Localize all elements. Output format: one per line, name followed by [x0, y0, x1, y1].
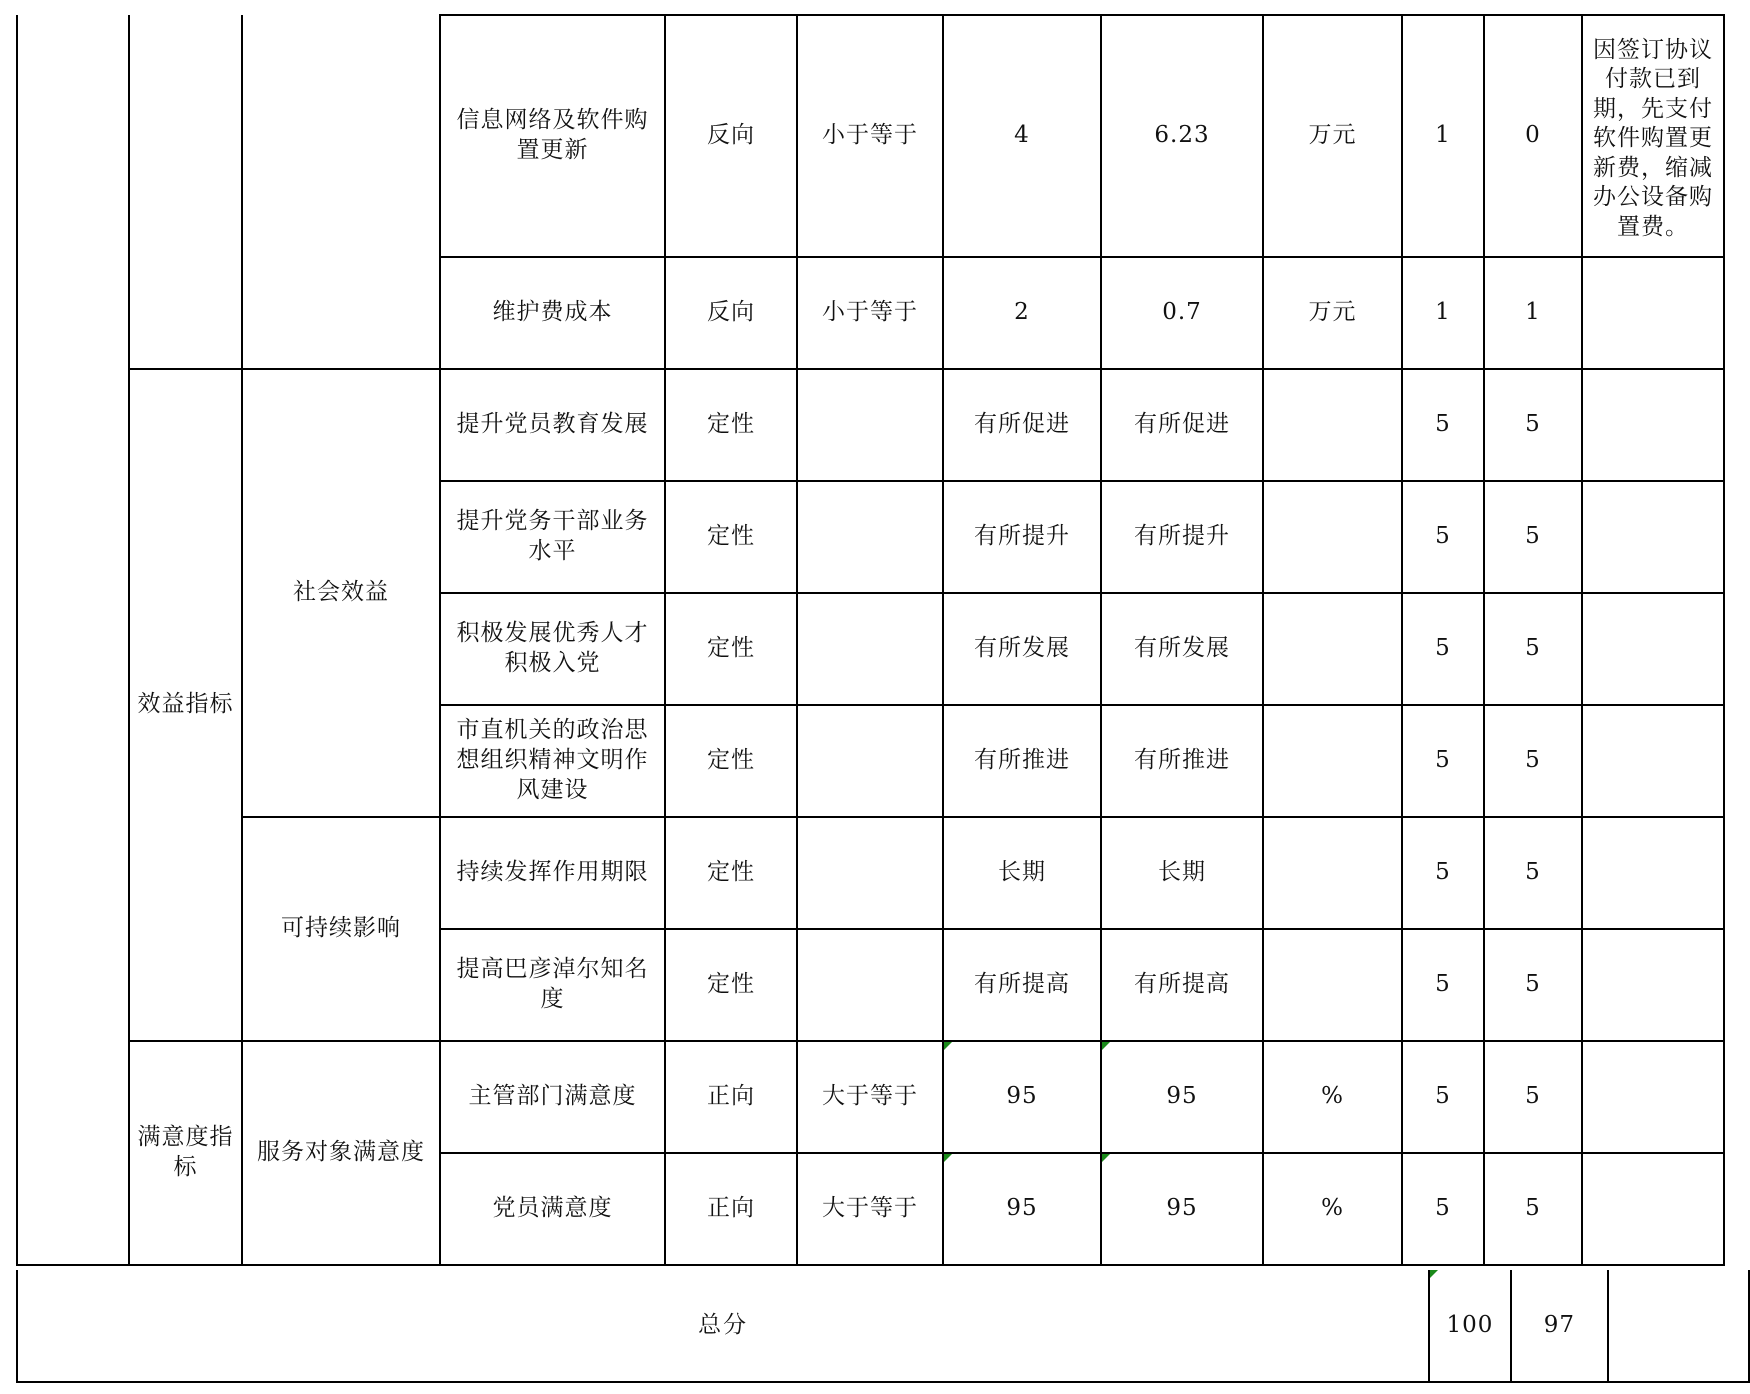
actual-cell: 有所促进: [1101, 369, 1263, 481]
unit-cell: [1263, 817, 1402, 929]
actual-cell: 有所推进: [1101, 705, 1263, 817]
target-cell: 有所发展: [943, 593, 1101, 705]
level0-cell: [17, 15, 129, 1265]
nature-cell: 定性: [665, 705, 797, 817]
note-cell: 因签订协议付款已到期，先支付软件购置更新费，缩减办公设备购置费。: [1582, 15, 1724, 257]
target-cell: 长期: [943, 817, 1101, 929]
compare-cell: [797, 593, 943, 705]
score-cell: 5: [1484, 369, 1582, 481]
indicator-cell: 提高巴彦淖尔知名度: [440, 929, 665, 1041]
weight-cell: 5: [1402, 705, 1484, 817]
weight-cell: 5: [1402, 369, 1484, 481]
unit-cell: [1263, 369, 1402, 481]
indicator-cell: 信息网络及软件购置更新: [440, 15, 665, 257]
compare-cell: 小于等于: [797, 257, 943, 369]
level2-sustainable: 可持续影响: [242, 817, 440, 1041]
weight-cell: 5: [1402, 929, 1484, 1041]
note-cell: [1582, 1041, 1724, 1153]
target-cell: 有所提高: [943, 929, 1101, 1041]
score-cell: 5: [1484, 929, 1582, 1041]
target-cell: 有所促进: [943, 369, 1101, 481]
nature-cell: 正向: [665, 1041, 797, 1153]
note-cell: [1582, 369, 1724, 481]
indicator-cell: 提升党员教育发展: [440, 369, 665, 481]
indicator-cell: 持续发挥作用期限: [440, 817, 665, 929]
table-row: [17, 369, 1724, 481]
unit-cell: [1263, 593, 1402, 705]
actual-cell: 0.7: [1101, 257, 1263, 369]
weight-cell: 1: [1402, 15, 1484, 257]
nature-cell: 定性: [665, 929, 797, 1041]
note-cell: [1582, 481, 1724, 593]
weight-cell: 5: [1402, 817, 1484, 929]
nature-cell: 定性: [665, 369, 797, 481]
score-cell: 5: [1484, 593, 1582, 705]
note-cell: [1582, 929, 1724, 1041]
compare-cell: 大于等于: [797, 1041, 943, 1153]
table-row: [17, 1041, 1724, 1153]
total-table: [16, 1270, 1750, 1383]
total-label: 总分: [17, 1270, 1429, 1382]
compare-cell: [797, 705, 943, 817]
actual-cell: 6.23: [1101, 15, 1263, 257]
nature-cell: 反向: [665, 257, 797, 369]
note-cell: [1582, 817, 1724, 929]
weight-cell: 1: [1402, 257, 1484, 369]
unit-cell: [1263, 705, 1402, 817]
actual-cell: 95: [1101, 1153, 1263, 1265]
weight-cell: 5: [1402, 1041, 1484, 1153]
indicator-cell: 主管部门满意度: [440, 1041, 665, 1153]
weight-cell: 5: [1402, 481, 1484, 593]
actual-cell: 95: [1101, 1041, 1263, 1153]
unit-cell: 万元: [1263, 15, 1402, 257]
note-cell: [1582, 1153, 1724, 1265]
unit-cell: 万元: [1263, 257, 1402, 369]
table-row: [17, 817, 1724, 929]
indicator-cell: 市直机关的政治思想组织精神文明作风建设: [440, 705, 665, 817]
table-row: [17, 15, 1724, 257]
nature-cell: 定性: [665, 481, 797, 593]
compare-cell: 小于等于: [797, 15, 943, 257]
unit-cell: [1263, 929, 1402, 1041]
level2-cell: [242, 15, 440, 369]
total-note: [1608, 1270, 1749, 1382]
total-weight: 100: [1429, 1270, 1511, 1382]
score-cell: 1: [1484, 257, 1582, 369]
compare-cell: [797, 817, 943, 929]
total-score: 97: [1511, 1270, 1608, 1382]
nature-cell: 定性: [665, 593, 797, 705]
unit-cell: %: [1263, 1041, 1402, 1153]
score-cell: 0: [1484, 15, 1582, 257]
note-cell: [1582, 257, 1724, 369]
actual-cell: 长期: [1101, 817, 1263, 929]
actual-cell: 有所提升: [1101, 481, 1263, 593]
score-cell: 5: [1484, 705, 1582, 817]
level2-social: 社会效益: [242, 369, 440, 817]
target-cell: 95: [943, 1153, 1101, 1265]
weight-cell: 5: [1402, 593, 1484, 705]
target-cell: 有所推进: [943, 705, 1101, 817]
indicator-cell: 维护费成本: [440, 257, 665, 369]
target-cell: 95: [943, 1041, 1101, 1153]
compare-cell: [797, 929, 943, 1041]
weight-cell: 5: [1402, 1153, 1484, 1265]
score-cell: 5: [1484, 1041, 1582, 1153]
level1-satisfaction: 满意度指标: [129, 1041, 242, 1265]
indicator-cell: 党员满意度: [440, 1153, 665, 1265]
nature-cell: 定性: [665, 817, 797, 929]
performance-table: [16, 14, 1725, 1266]
compare-cell: [797, 481, 943, 593]
indicator-cell: 积极发展优秀人才积极入党: [440, 593, 665, 705]
actual-cell: 有所发展: [1101, 593, 1263, 705]
note-cell: [1582, 593, 1724, 705]
note-cell: [1582, 705, 1724, 817]
target-cell: 4: [943, 15, 1101, 257]
level2-service: 服务对象满意度: [242, 1041, 440, 1265]
unit-cell: %: [1263, 1153, 1402, 1265]
compare-cell: [797, 369, 943, 481]
actual-cell: 有所提高: [1101, 929, 1263, 1041]
compare-cell: 大于等于: [797, 1153, 943, 1265]
unit-cell: [1263, 481, 1402, 593]
target-cell: 2: [943, 257, 1101, 369]
score-cell: 5: [1484, 481, 1582, 593]
total-row: [17, 1270, 1749, 1382]
nature-cell: 正向: [665, 1153, 797, 1265]
level1-benefit: 效益指标: [129, 369, 242, 1041]
indicator-cell: 提升党务干部业务水平: [440, 481, 665, 593]
nature-cell: 反向: [665, 15, 797, 257]
score-cell: 5: [1484, 1153, 1582, 1265]
score-cell: 5: [1484, 817, 1582, 929]
level1-cell: [129, 15, 242, 369]
target-cell: 有所提升: [943, 481, 1101, 593]
